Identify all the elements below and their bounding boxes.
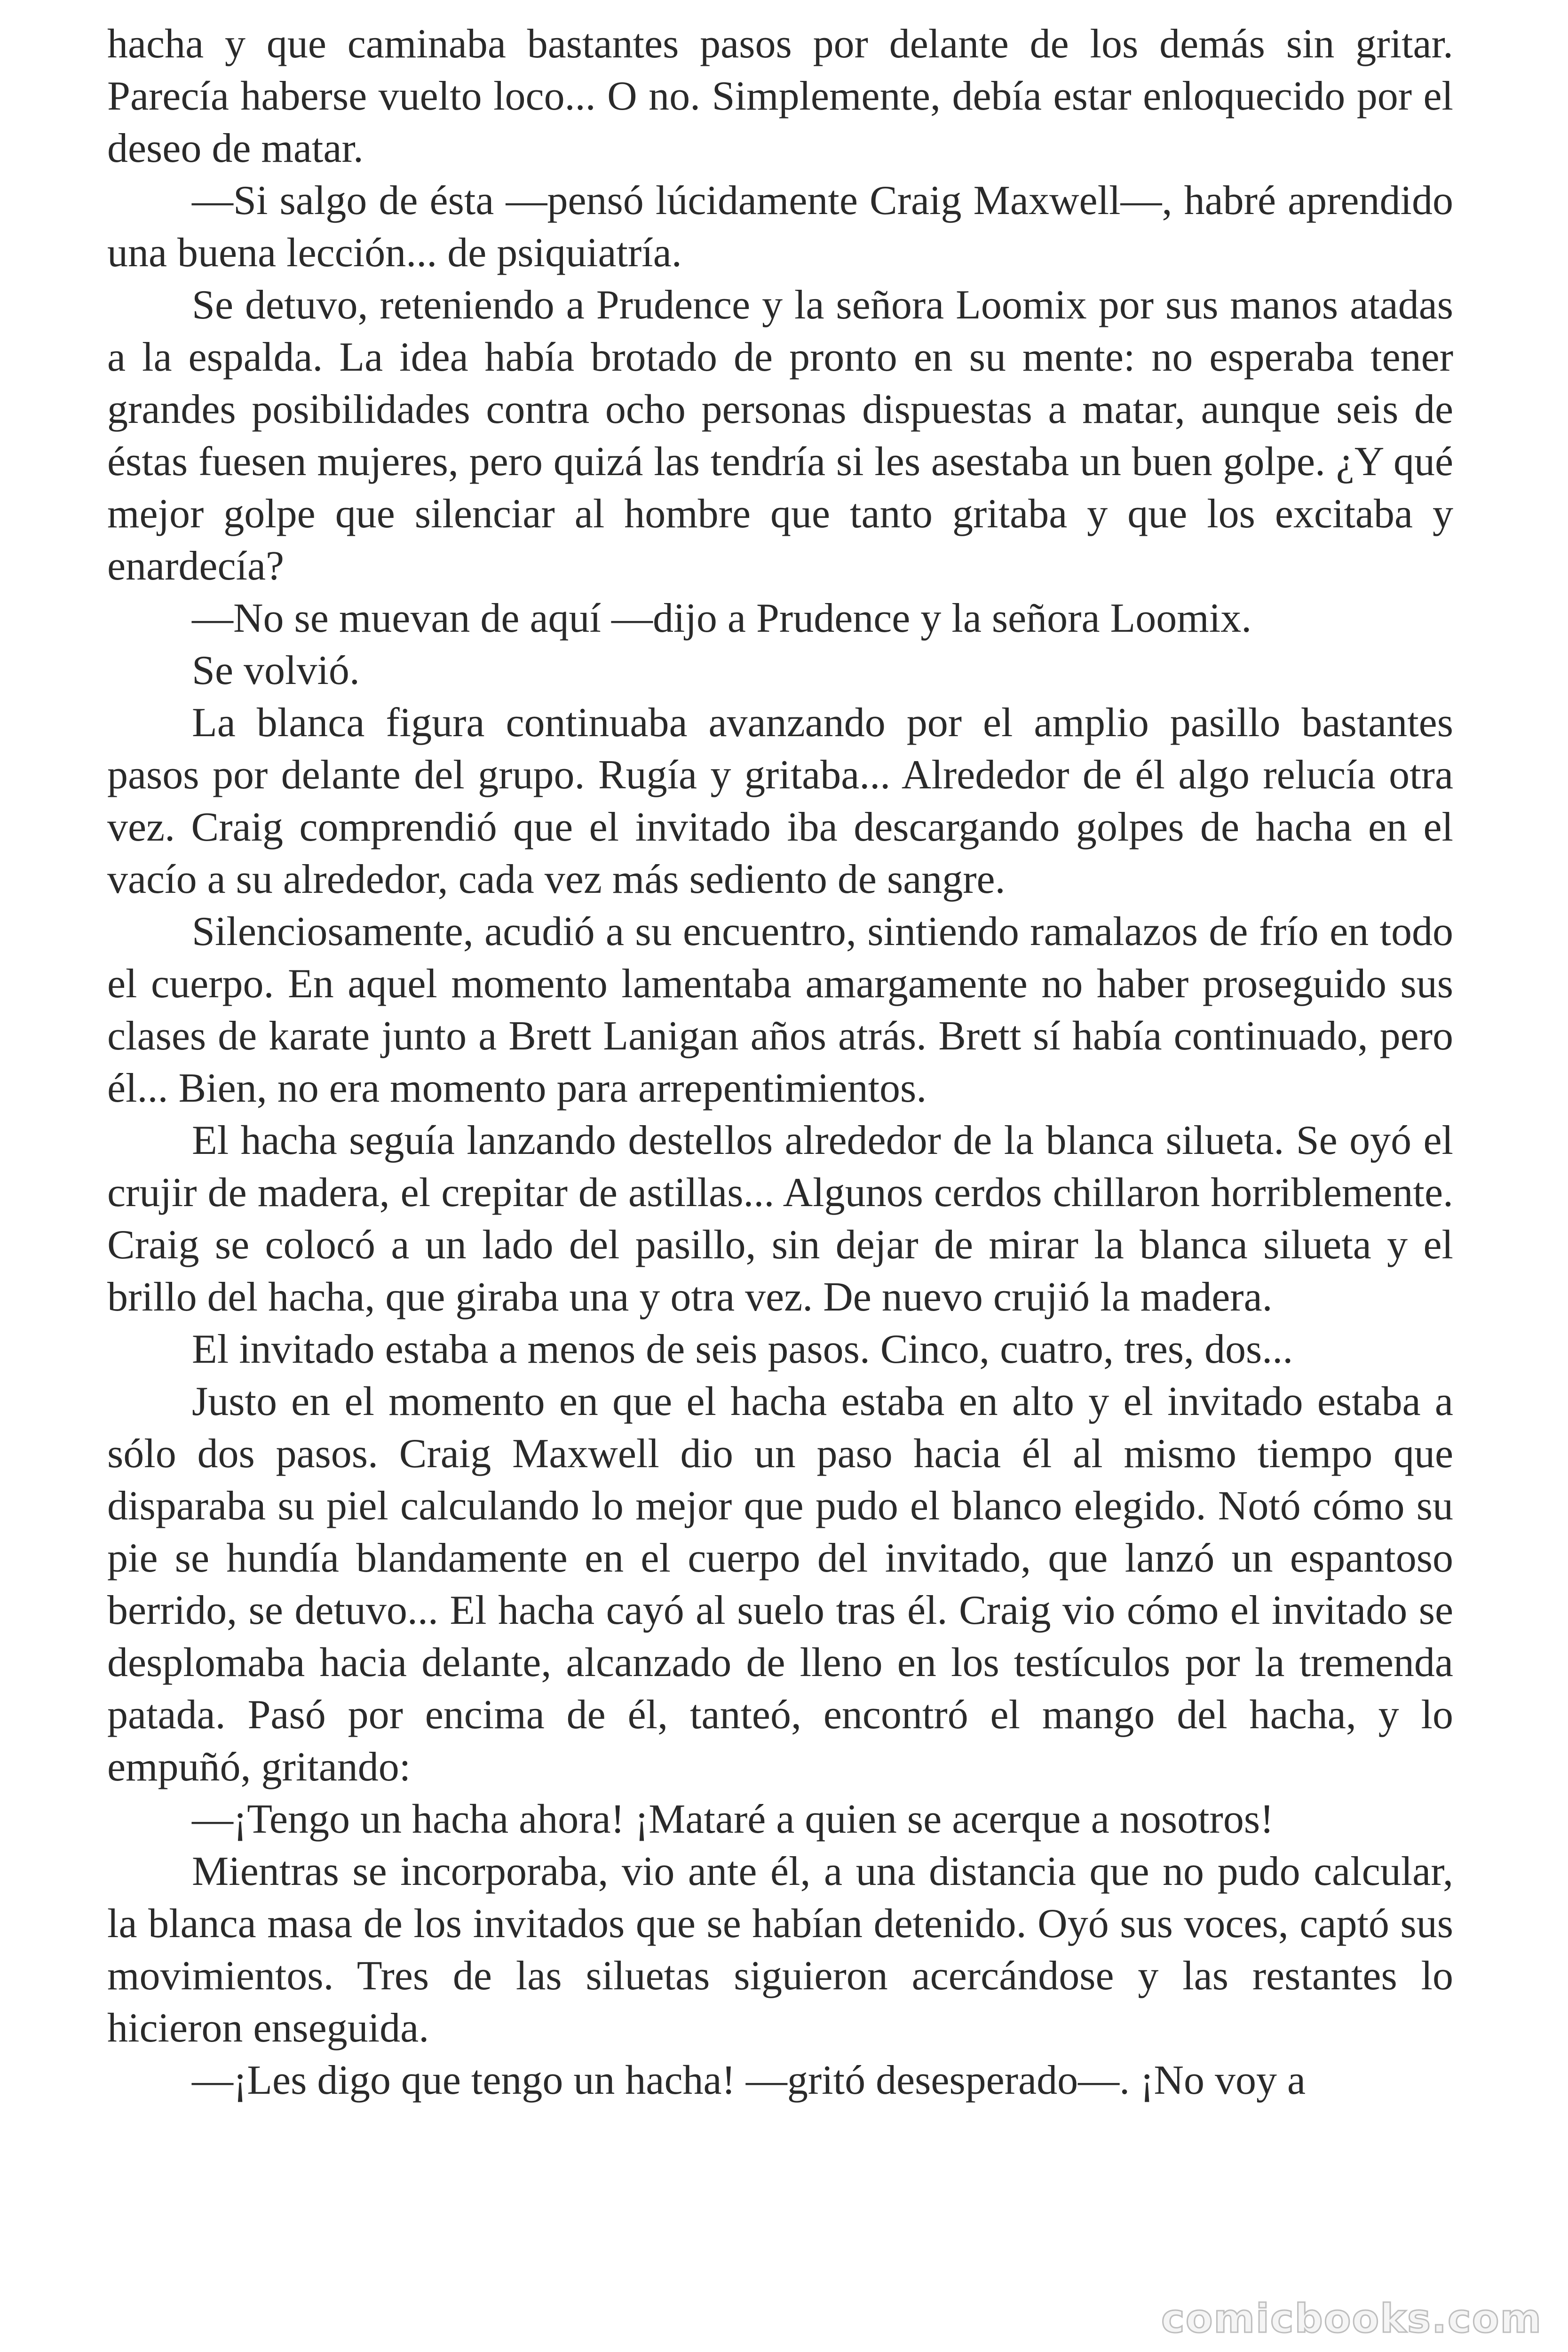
paragraph: El hacha seguía lanzando destellos alrededor de la blanca silueta. Se oyó el crujir de madera, el crepitar de astillas... Algunos cerdos chillaron horriblemente. Craig se colocó a un lado del pasillo, sin dejar de mirar la blanca silueta y el brillo del hacha, que giraba una y otra vez. De nuevo crujió la madera. — [107, 1118, 1453, 1320]
watermark: comicbooks.com — [1161, 2296, 1542, 2342]
paragraph: —¡Les digo que tengo un hacha! —gritó desesperado—. ¡No voy a — [192, 2058, 1306, 2103]
paragraph: Silenciosamente, acudió a su encuentro, sintiendo ramalazos de frío en todo el cuerpo. En aquel momento lamentaba amargamente no haber proseguido sus clases de karate junto a Brett Lanigan años atrás. Brett sí había continuado, pero él... Bien, no era momento para arrepentimientos. — [107, 909, 1453, 1111]
paragraph: Se volvió. — [192, 648, 360, 693]
page-body — [107, 18, 1453, 2106]
paragraph: Mientras se incorporaba, vio ante él, a una distancia que no pudo calcular, la blanca masa de los invitados que se habían detenido. Oyó sus voces, captó sus movimientos. Tres de las siluetas siguieron acercándose y las restantes lo hicieron enseguida. — [107, 1849, 1453, 2051]
paragraph: Se detuvo, reteniendo a Prudence y la señora Loomix por sus manos atadas a la espalda. La idea había brotado de pronto en su mente: no esperaba tener grandes posibilidades contra ocho personas dispuestas a matar, aunque seis de éstas fuesen mujeres, pero quizá las tendría si les asestaba un buen golpe. ¿Y qué mejor golpe que silenciar al hombre que tanto gritaba y que los excitaba y enardecía? — [107, 282, 1453, 589]
paragraph: hacha y que caminaba bastantes pasos por delante de los demás sin gritar. Parecía haberse vuelto loco... O no. Simplemente, debía estar enloquecido por el deseo de matar. — [107, 21, 1453, 171]
paragraph: —No se muevan de aquí —dijo a Prudence y la señora Loomix. — [192, 596, 1252, 641]
paragraph: El invitado estaba a menos de seis pasos. Cinco, cuatro, tres, dos... — [192, 1327, 1293, 1372]
paragraph: Justo en el momento en que el hacha estaba en alto y el invitado estaba a sólo dos pasos. Craig Maxwell dio un paso hacia él al mismo tiempo que disparaba su piel calculando lo mejor que pudo el blanco elegido. Notó cómo su pie se hundía blandamente en el cuerpo del invitado, que lanzó un espantoso berrido, se detuvo... El hacha cayó al suelo tras él. Craig vio cómo el invitado se desplomaba hacia delante, alcanzado de lleno en los testículos por la tremenda patada. Pasó por encima de él, tanteó, encontró el mango del hacha, y lo empuñó, gritando: — [107, 1379, 1453, 1790]
paragraph: La blanca figura continuaba avanzando por el amplio pasillo bastantes pasos por delante del grupo. Rugía y gritaba... Alrededor de él algo relucía otra vez. Craig comprendió que el invitado iba descargando golpes de hacha en el vacío a su alrededor, cada vez más sediento de sangre. — [107, 700, 1453, 902]
paragraph: —¡Tengo un hacha ahora! ¡Mataré a quien se acerque a nosotros! — [192, 1796, 1274, 1842]
paragraph: —Si salgo de ésta —pensó lúcidamente Craig Maxwell—, habré aprendido una buena lección... de psiquiatría. — [107, 178, 1453, 276]
